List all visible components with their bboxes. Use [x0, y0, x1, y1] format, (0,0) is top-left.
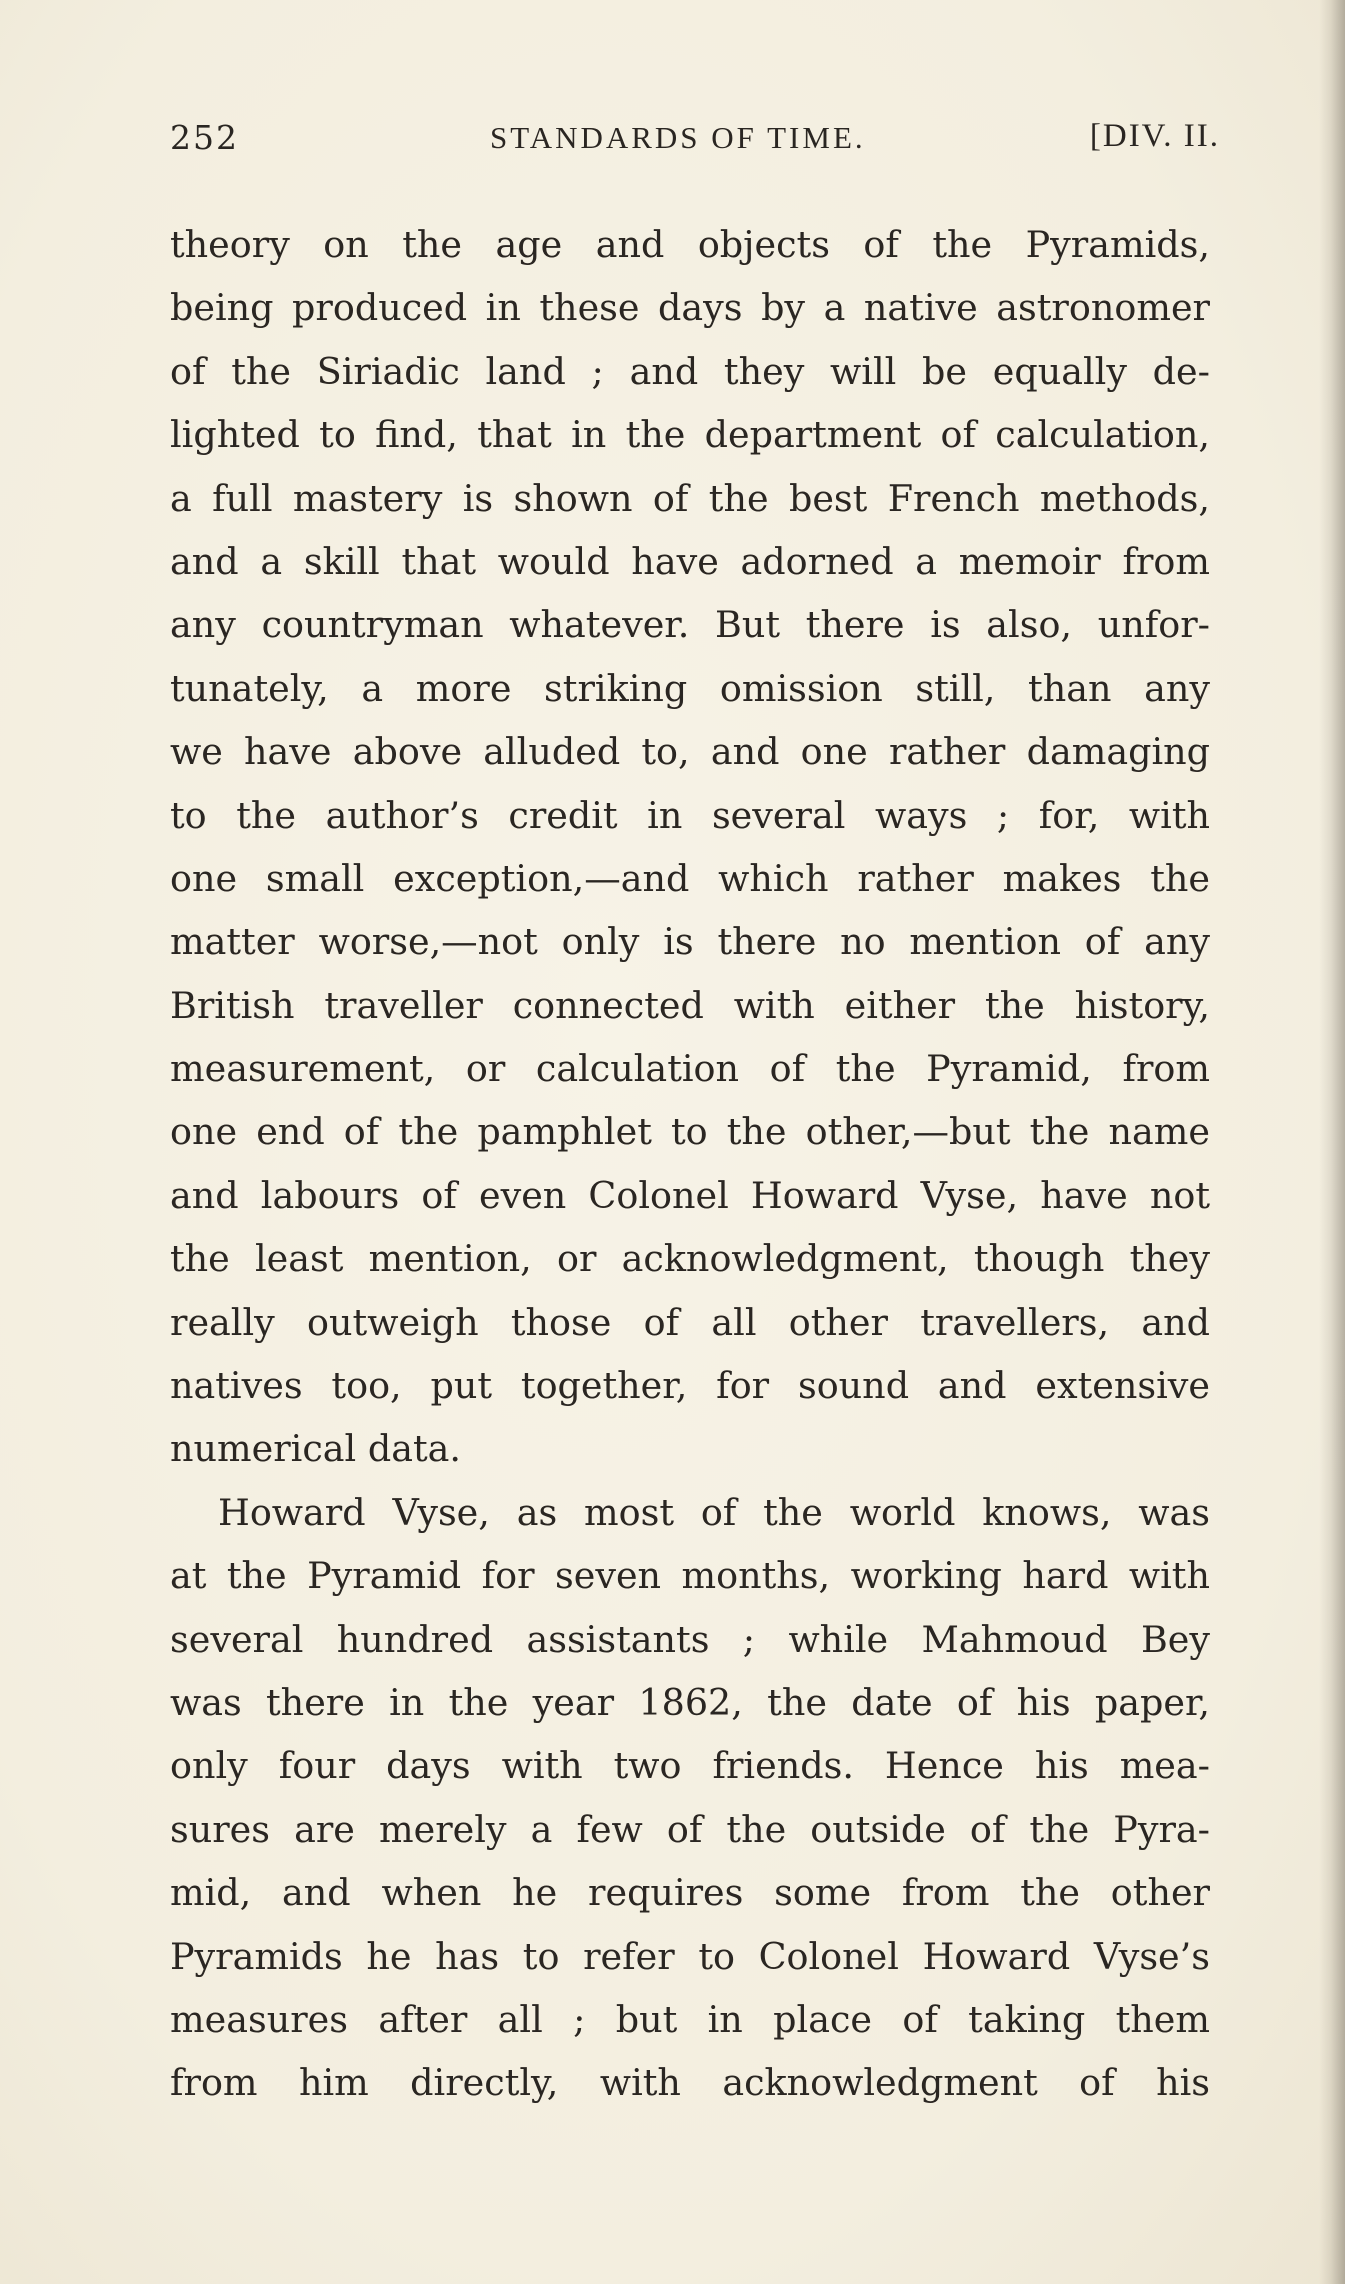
- text-line: one end of the pamphlet to the other,—but the name: [170, 1110, 1210, 1154]
- text-line: and a skill that would have adorned a memoir from: [170, 539, 1210, 583]
- body-text: [170, 213, 1210, 2115]
- text-line: tunately, a more striking omission still, than any: [170, 666, 1210, 710]
- text-line: measurement, or calculation of the Pyramid, from: [170, 1047, 1210, 1091]
- division-label: [DIV. II.: [1089, 118, 1220, 154]
- text-line: natives too, put together, for sound and extensive: [170, 1364, 1210, 1408]
- running-title: STANDARDS OF TIME.: [490, 120, 866, 155]
- text-line: and labours of even Colonel Howard Vyse, have not: [170, 1173, 1210, 1217]
- text-line: was there in the year 1862, the date of his paper,: [170, 1680, 1210, 1724]
- page-header: [170, 118, 1220, 178]
- text-line: the least mention, or acknowledgment, though they: [170, 1237, 1210, 1281]
- text-line: sures are merely a few of the outside of the Pyra-: [170, 1807, 1210, 1851]
- text-line: to the author’s credit in several ways ; for, with: [170, 793, 1210, 837]
- text-line: British traveller connected with either the history,: [170, 983, 1210, 1027]
- page-number: 252: [170, 118, 239, 157]
- text-line: matter worse,—not only is there no mention of any: [170, 920, 1210, 964]
- text-line: really outweigh those of all other travellers, and: [170, 1300, 1210, 1344]
- text-line: lighted to find, that in the department of calculation,: [170, 413, 1210, 457]
- text-line: measures after all ; but in place of taking them: [170, 1997, 1210, 2041]
- text-line: only four days with two friends. Hence his mea-: [170, 1744, 1210, 1788]
- paragraph-end-line: numerical data.: [170, 1427, 461, 1471]
- text-line: from him directly, with acknowledgment of his: [170, 2061, 1210, 2105]
- paragraph-start-line: Howard Vyse, as most of the world knows, was: [218, 1490, 1210, 1534]
- text-line: any countryman whatever. But there is also, unfor-: [170, 603, 1210, 647]
- text-line: one small exception,—and which rather makes the: [170, 856, 1210, 900]
- text-line: a full mastery is shown of the best French methods,: [170, 476, 1210, 520]
- text-line: of the Siriadic land ; and they will be equally de-: [170, 349, 1210, 393]
- text-line: mid, and when he requires some from the other: [170, 1871, 1210, 1915]
- text-line: theory on the age and objects of the Pyramids,: [170, 223, 1210, 266]
- page-edge-shadow: [1319, 0, 1345, 2284]
- text-line: being produced in these days by a native astronomer: [170, 286, 1210, 330]
- text-line: several hundred assistants ; while Mahmoud Bey: [170, 1617, 1210, 1661]
- text-line: we have above alluded to, and one rather damaging: [170, 730, 1210, 774]
- text-line: Pyramids he has to refer to Colonel Howard Vyse’s: [170, 1934, 1210, 1978]
- text-line: at the Pyramid for seven months, working hard with: [170, 1554, 1210, 1598]
